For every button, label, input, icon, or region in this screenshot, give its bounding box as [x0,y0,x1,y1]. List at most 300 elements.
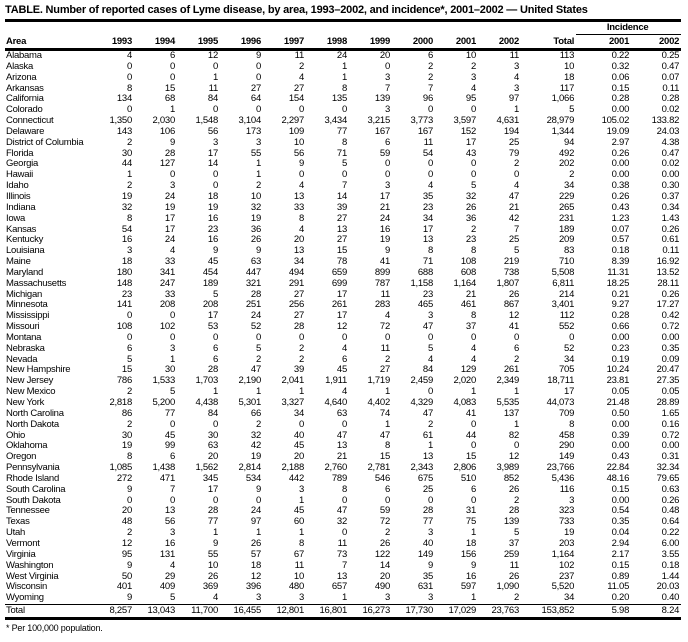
value-cell: 17 [207,483,218,495]
value-cell: 56 [164,516,175,528]
value-cell: 1,911 [325,375,347,387]
col-header-1998: 1998 [306,35,349,50]
area-cell: South Dakota [6,494,61,506]
value-cell: 16,455 [220,605,263,619]
value-cell: 0 [212,169,218,181]
value-cell: 109 [288,125,304,137]
value-cell: 0.35 [611,516,630,528]
value-cell: 0.89 [611,570,630,582]
value-cell: 17 [336,288,347,300]
area-cell: Nebraska [6,342,45,354]
value-cell: 6 [169,50,175,61]
value-cell: 152 [460,125,476,137]
value-cell: 5 [470,180,476,192]
value-cell: 2 [427,418,433,430]
value-cell: 20 [121,505,132,517]
value-cell: 17 [336,310,347,322]
value-cell: 2 [298,342,304,354]
value-cell: 454 [202,266,218,278]
value-cell: 3,215 [367,115,390,127]
value-cell: 0.40 [661,592,680,604]
value-cell: 0.43 [611,451,630,463]
value-cell: 10 [293,570,304,582]
value-cell: 290 [559,440,575,452]
value-cell: 8 [470,245,476,257]
value-cell: 23 [422,201,433,213]
value-cell: 2 [298,60,304,72]
value-cell: 458 [559,429,575,441]
value-cell: 32 [250,201,261,213]
value-cell: 6 [384,136,390,148]
value-cell: 4 [470,342,476,354]
value-cell: 7 [341,180,347,192]
value-cell: 139 [503,516,519,528]
value-cell: 13 [336,440,347,452]
value-cell: 5,200 [152,397,175,408]
value-cell: 28.11 [657,277,680,289]
area-cell: Wisconsin [6,581,48,593]
value-cell: 5,508 [551,266,575,278]
value-cell: 2.94 [611,537,630,549]
value-cell: 4 [298,71,304,83]
value-cell: 11 [294,559,304,571]
area-cell: Delaware [6,125,45,137]
value-cell: 9 [126,483,132,495]
value-cell: 10 [293,136,304,148]
value-cell: 27 [379,364,390,376]
value-cell: 50 [121,570,132,582]
value-cell: 0 [427,386,433,398]
value-cell: 552 [559,321,575,333]
value-cell: 34 [564,353,575,365]
value-cell: 2,814 [238,462,261,474]
value-cell: 0 [212,494,218,506]
value-cell: 11 [509,50,519,61]
value-cell: 8 [341,136,347,148]
value-cell: 3 [470,71,476,83]
value-cell: 39 [336,201,347,213]
value-cell: 13,043 [134,605,177,619]
value-cell: 4.38 [661,136,680,148]
value-cell: 3 [384,592,390,604]
value-cell: 7 [169,483,175,495]
value-cell: 0.32 [611,60,630,72]
area-cell: Illinois [6,190,31,202]
value-cell: 6 [470,483,476,495]
col-header-1994: 1994 [134,35,177,50]
value-cell: 492 [559,147,575,159]
area-cell: California [6,93,44,105]
value-cell: 3 [427,527,433,539]
value-cell: 18 [250,559,261,571]
value-cell: 116 [559,483,575,495]
value-cell: 597 [460,581,476,593]
col-header-1997: 1997 [263,35,306,50]
value-cell: 6 [126,342,132,354]
value-cell: 42 [508,212,519,224]
value-cell: 129 [460,364,476,376]
value-cell: 867 [503,299,519,311]
value-cell: 55 [250,147,261,159]
value-cell: 0 [126,494,132,506]
value-cell: 1 [384,418,390,430]
value-cell: 23.81 [606,375,630,387]
value-cell: 6 [341,353,347,365]
value-cell: 8.39 [611,256,630,268]
value-cell: 0.00 [661,169,680,181]
value-cell: 321 [245,277,261,289]
area-cell: North Carolina [6,407,64,419]
value-cell: 79.65 [656,472,680,484]
value-cell: 208 [202,299,218,311]
value-cell: 137 [503,407,519,419]
value-cell: 2 [513,158,519,170]
value-cell: 0 [341,418,347,430]
value-cell: 13 [164,505,175,517]
value-cell: 2 [126,136,132,148]
value-cell: 2,760 [324,462,347,474]
value-cell: 1 [255,386,261,398]
value-cell: 8 [569,418,575,430]
value-cell: 9 [126,559,132,571]
area-cell: New Jersey [6,375,54,387]
value-cell: 5 [212,288,218,300]
value-cell: 3 [255,136,261,148]
value-cell: 47 [422,321,433,333]
area-cell: Louisiana [6,245,45,257]
value-cell: 143 [116,125,132,137]
value-cell: 1,548 [195,115,218,127]
value-cell: 52 [564,342,575,354]
col-header-2000: 2000 [392,35,435,50]
value-cell: 705 [559,364,575,376]
area-cell: New Mexico [6,386,56,398]
value-cell: 738 [503,266,519,278]
value-cell: 3,104 [238,115,261,127]
table-row [5,214,681,225]
value-cell: 28 [164,147,175,159]
value-cell: 0.11 [662,82,680,94]
value-cell: 3 [427,310,433,322]
value-cell: 0 [341,494,347,506]
value-cell: 9 [470,559,476,571]
value-cell: 95 [121,548,132,560]
value-cell: 1 [427,440,433,452]
value-cell: 0.50 [611,407,630,419]
value-cell: 2,297 [281,115,304,127]
value-cell: 24 [336,50,347,61]
table-row [5,420,681,431]
value-cell: 1 [470,386,476,398]
value-cell: 30 [121,429,132,441]
area-cell: Florida [6,147,34,159]
value-cell: 0 [169,418,175,430]
total-row [5,605,681,619]
value-cell: 5.98 [576,605,631,619]
value-cell: 1 [513,418,519,430]
value-cell: 28.89 [656,397,680,408]
value-cell: 0 [470,169,476,181]
value-cell: 0 [169,60,175,72]
value-cell: 17 [379,190,390,202]
value-cell: 84 [207,93,218,105]
value-cell: 8 [427,245,433,257]
table-row [5,485,681,496]
value-cell: 47 [336,429,347,441]
value-cell: 19 [121,440,132,452]
value-cell: 0.47 [661,60,680,72]
value-cell: 261 [331,299,347,311]
value-cell: 0.30 [661,180,680,192]
value-cell: 7 [427,82,433,94]
value-cell: 899 [374,266,390,278]
value-cell: 1.65 [661,407,680,419]
value-cell: 2 [126,386,132,398]
col-header-incidence-2001: 2001 [576,35,631,50]
value-cell: 4 [513,71,519,83]
value-cell: 789 [331,472,347,484]
area-cell: Missouri [6,321,40,333]
value-cell: 167 [374,125,390,137]
value-cell: 0.48 [661,505,680,517]
area-cell: New York [6,397,45,408]
value-cell: 10 [465,50,476,61]
value-cell: 0.31 [661,451,680,463]
value-cell: 6 [513,342,519,354]
value-cell: 30 [164,364,175,376]
value-cell: 0.00 [611,494,630,506]
value-cell: 16 [207,234,218,246]
value-cell: 6 [212,342,218,354]
value-cell: 0.26 [661,288,680,300]
value-cell: 341 [159,266,175,278]
value-cell: 99 [164,440,175,452]
value-cell: 9 [255,483,261,495]
table-body [5,50,681,619]
value-cell: 2 [427,71,433,83]
value-cell: 1 [169,353,175,365]
value-cell: 209 [559,234,575,246]
area-cell: West Virginia [6,570,59,582]
value-cell: 4 [298,180,304,192]
value-cell: 57 [250,548,261,560]
table-row [5,593,681,604]
value-cell: 23 [422,288,433,300]
value-cell: 11.31 [607,266,630,278]
value-cell: 2 [513,592,519,604]
area-cell: Alaska [6,60,34,72]
value-cell: 0 [169,494,175,506]
value-cell: 4 [126,50,132,61]
value-cell: 0 [212,331,218,343]
value-cell: 546 [374,472,390,484]
value-cell: 105.02 [601,115,630,127]
area-cell: Nevada [6,353,38,365]
value-cell: 1 [341,60,347,72]
value-cell: 0.15 [611,483,630,495]
value-cell: 3 [427,592,433,604]
value-cell: 0.28 [611,310,630,322]
value-cell: 74 [379,407,390,419]
value-cell: 72 [379,516,390,528]
value-cell: 26 [508,570,519,582]
value-cell: 56 [207,125,218,137]
value-cell: 0.00 [611,104,630,116]
value-cell: 1 [298,527,304,539]
value-cell: 64 [250,93,261,105]
col-header-incidence-2002: 2002 [631,35,681,50]
value-cell: 2 [513,353,519,365]
value-cell: 13 [293,245,304,257]
value-cell: 2 [513,494,519,506]
area-cell: South Carolina [6,483,66,495]
value-cell: 2,781 [367,462,390,474]
value-cell: 0 [126,71,132,83]
value-cell: 15 [379,451,390,463]
value-cell: 167 [417,125,433,137]
value-cell: 2 [255,353,261,365]
value-cell: 5 [341,158,347,170]
value-cell: 19 [207,201,218,213]
value-cell: 0 [470,418,476,430]
area-cell: Massachusetts [6,277,67,289]
value-cell: 0 [427,494,433,506]
value-cell: 9 [427,559,433,571]
area-cell: Ohio [6,429,26,441]
value-cell: 0 [298,331,304,343]
value-cell: 0.57 [611,234,630,246]
value-cell: 1 [513,386,519,398]
value-cell: 261 [503,364,519,376]
value-cell: 27 [336,234,347,246]
value-cell: 0.26 [611,147,630,159]
value-cell: 0 [513,169,519,181]
value-cell: 0.05 [611,386,630,398]
value-cell: 27 [293,310,304,322]
value-cell: 25 [422,483,433,495]
value-cell: 3 [384,104,390,116]
value-cell: 20 [293,451,304,463]
value-cell: 32 [336,516,347,528]
value-cell: 5 [569,104,575,116]
value-cell: 11 [380,342,390,354]
value-cell: 9 [212,537,218,549]
value-cell: 490 [374,581,390,593]
value-cell: 0 [427,158,433,170]
value-cell: 3 [384,180,390,192]
value-cell: 28,979 [546,115,575,127]
value-cell: 28 [422,505,433,517]
value-cell: 3 [169,180,175,192]
value-cell: 0.66 [611,321,630,333]
value-cell: 214 [559,288,575,300]
value-cell: 0 [169,331,175,343]
value-cell: 291 [288,277,304,289]
value-cell: 13 [336,570,347,582]
value-cell: 3 [169,342,175,354]
value-cell: 20 [379,50,390,61]
value-cell: 19 [379,234,390,246]
value-cell: 8 [341,483,347,495]
value-cell: 631 [417,581,433,593]
value-cell: 0.37 [661,190,680,202]
value-cell: 1 [212,527,218,539]
value-cell: 26 [250,537,261,549]
value-cell: 2 [126,418,132,430]
value-cell: 34 [422,212,433,224]
value-cell: 494 [288,266,304,278]
value-cell: 45 [207,256,218,268]
value-cell: 1,164 [551,548,575,560]
value-cell: 59 [379,505,390,517]
value-cell: 44 [465,429,476,441]
value-cell: 13 [336,223,347,235]
value-cell: 1,164 [453,277,476,289]
value-cell: 0.18 [611,245,630,257]
value-cell: 0.06 [611,71,630,83]
value-cell: 3.55 [661,548,680,560]
value-cell: 31 [465,505,476,517]
value-cell: 180 [116,266,132,278]
area-cell: Vermont [6,537,40,549]
value-cell: 0.09 [661,353,680,365]
value-cell: 3 [169,527,175,539]
value-cell: 0.04 [611,527,630,539]
value-cell: 8 [126,82,132,94]
value-cell: 21 [336,451,347,463]
area-cell: Wyoming [6,592,44,604]
value-cell: 16 [379,223,390,235]
value-cell: 189 [559,223,575,235]
value-cell: 10 [564,60,575,72]
value-cell: 194 [503,125,519,137]
value-cell: 2.97 [611,136,630,148]
value-cell: 26 [379,537,390,549]
area-cell: Oklahoma [6,440,48,452]
value-cell: 72 [379,321,390,333]
value-cell: 34 [293,256,304,268]
value-cell: 28 [508,505,519,517]
value-cell: 135 [331,93,347,105]
value-cell: 18 [465,537,476,549]
value-cell: 12 [250,570,261,582]
value-cell: 60 [293,516,304,528]
area-cell: Oregon [6,451,37,463]
value-cell: 52 [250,321,261,333]
value-cell: 0 [212,180,218,192]
value-cell: 23,766 [546,462,575,474]
value-cell: 53 [207,321,218,333]
value-cell: 4 [341,342,347,354]
value-cell: 1,703 [195,375,218,387]
value-cell: 0.38 [611,180,630,192]
value-cell: 2 [255,180,261,192]
value-cell: 0 [255,71,261,83]
value-cell: 3 [212,136,218,148]
value-cell: 0.54 [611,505,630,517]
value-cell: 68 [164,93,175,105]
value-cell: 2.17 [611,548,630,560]
value-cell: 0 [470,494,476,506]
value-cell: 4 [341,386,347,398]
value-cell: 0 [255,494,261,506]
value-cell: 16,273 [349,605,392,619]
value-cell: 0.05 [661,386,680,398]
value-cell: 149 [417,548,433,560]
value-cell: 32 [465,190,476,202]
value-cell: 16 [207,212,218,224]
col-header-area: Area [5,35,91,50]
